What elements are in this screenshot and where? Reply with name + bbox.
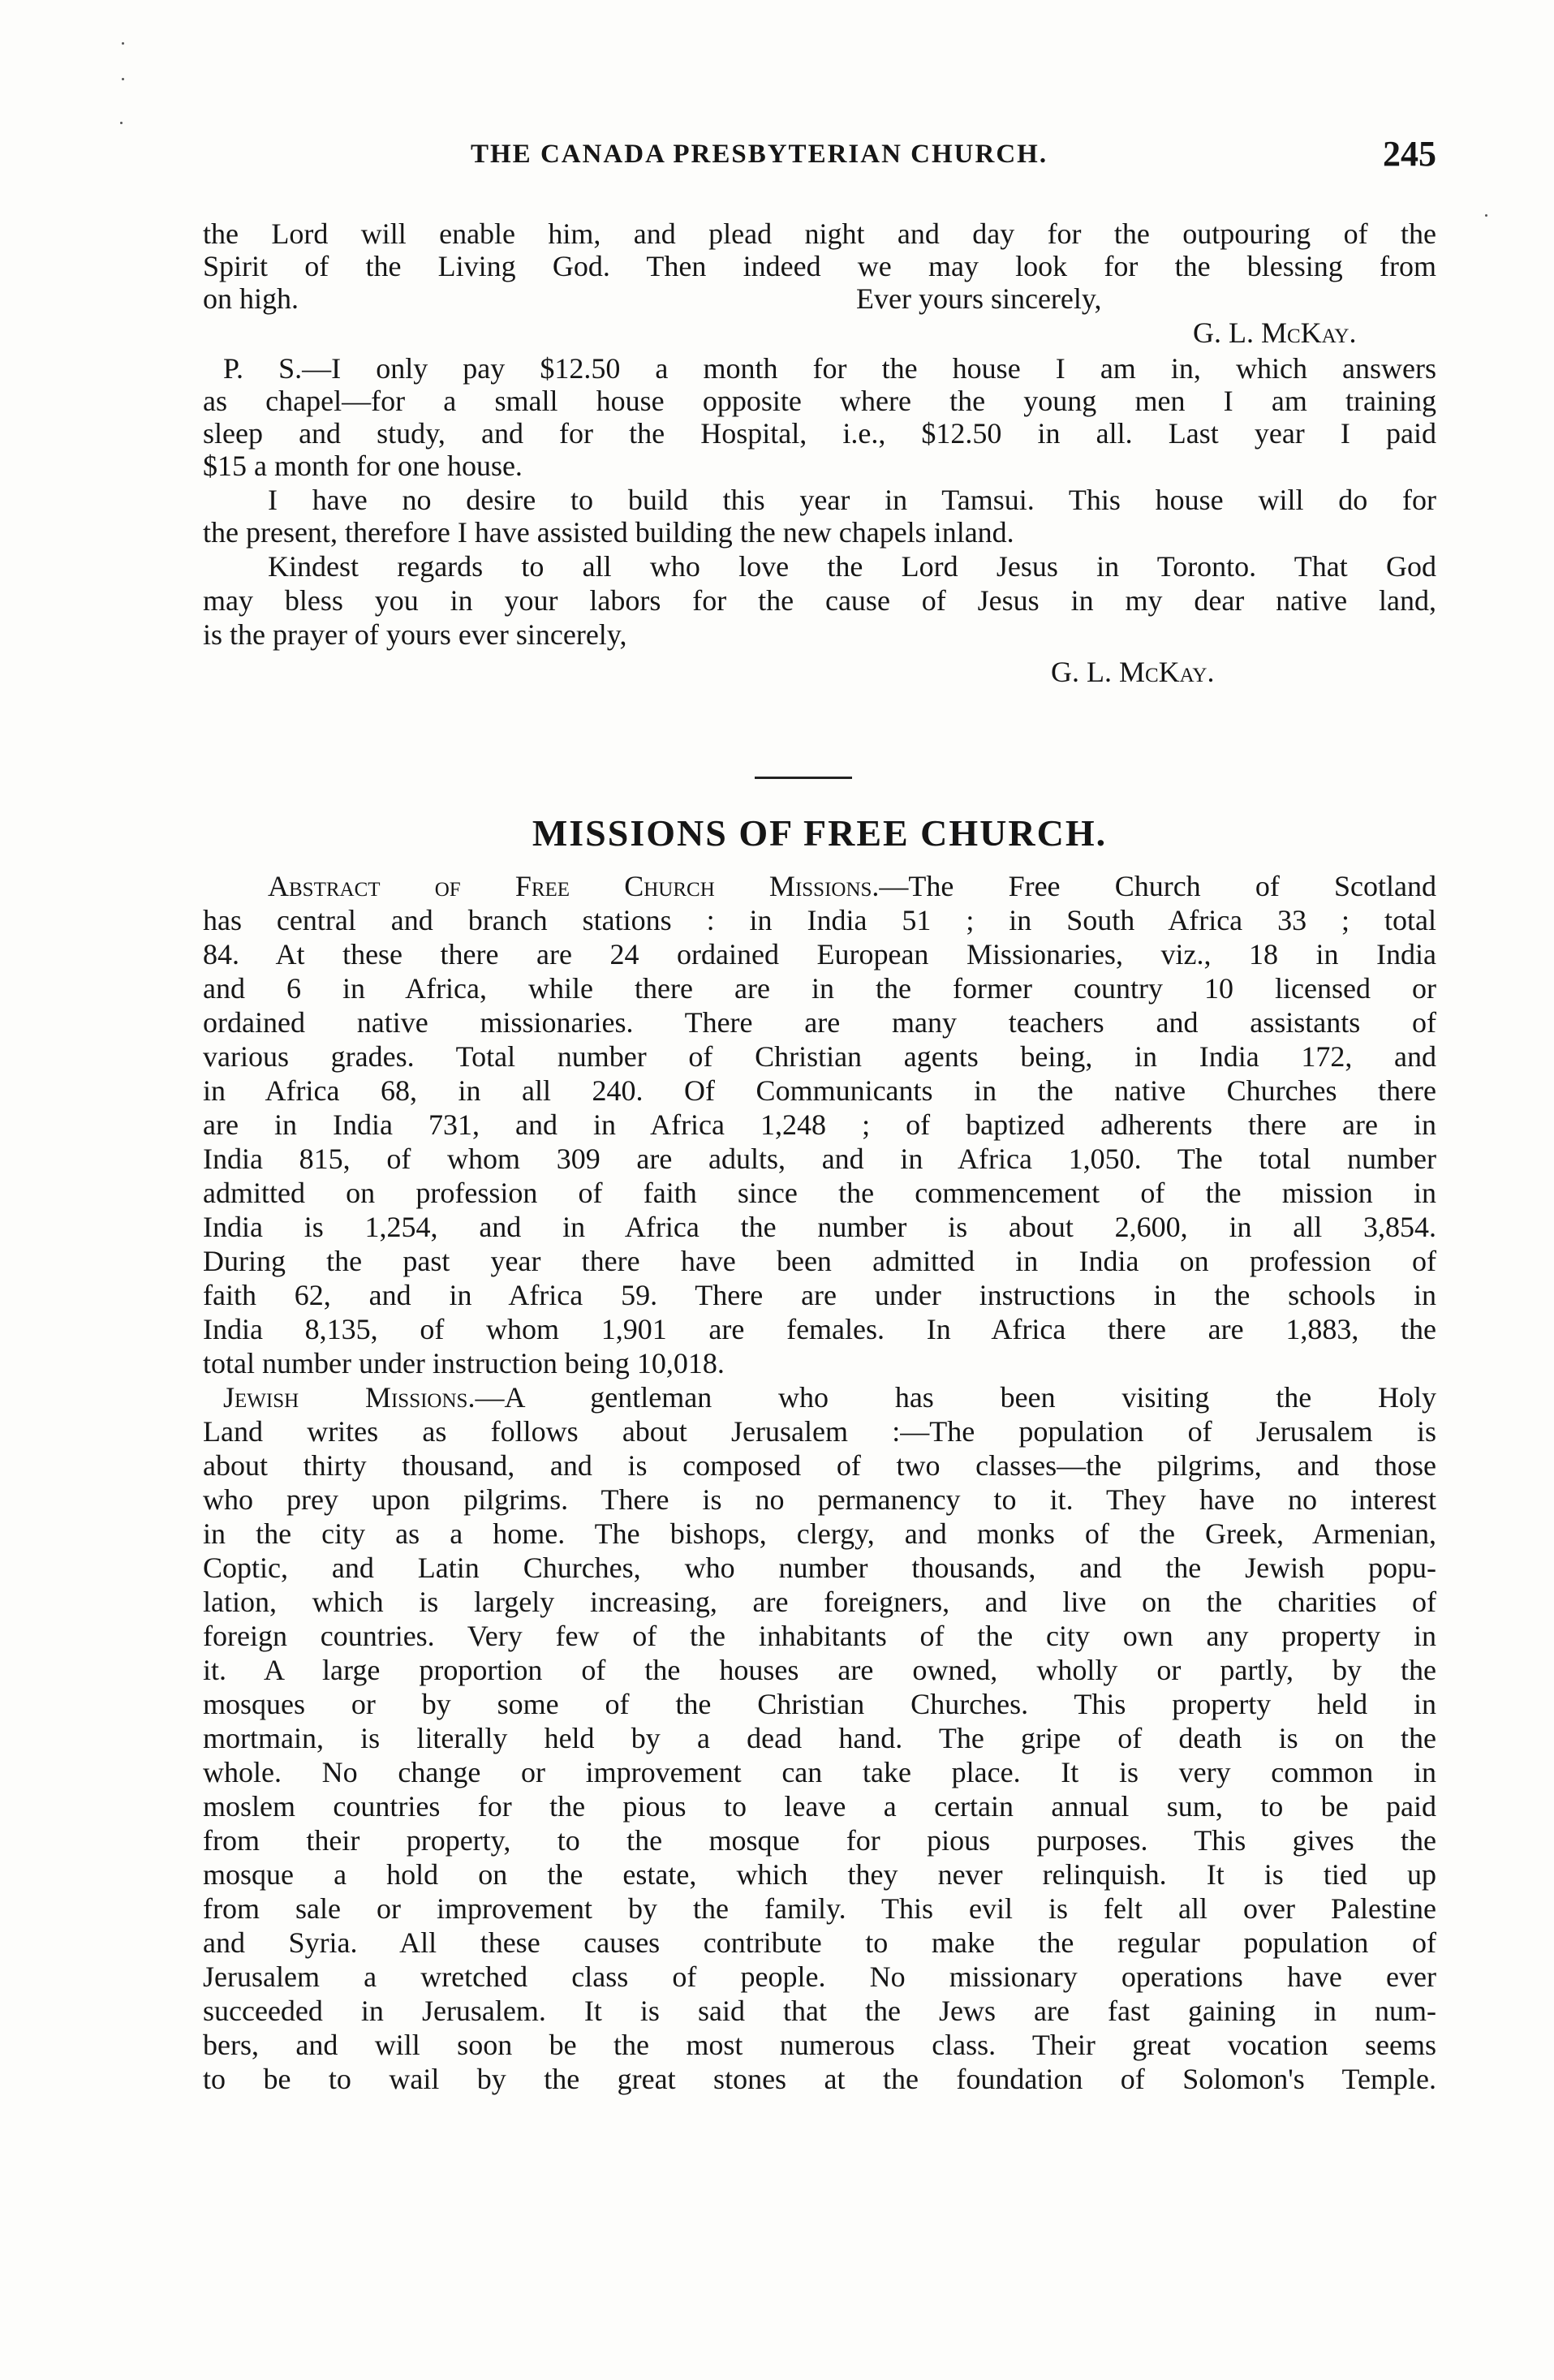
body-text: —The Free Church of Scotland: [879, 870, 1436, 902]
body-line: moslem countries for the pious to leave a certain annual sum, to be paid: [203, 1790, 1436, 1823]
body-line: various grades. Total number of Christian agents being, in India 172, and: [203, 1040, 1436, 1073]
body-line: mosque a hold on the estate, which they never relinquish. It is tied up: [203, 1858, 1436, 1891]
body-line: total number under instruction being 10,018.: [203, 1347, 725, 1379]
final-signature: G. L. McKay.: [1051, 656, 1215, 688]
letter-closing: Ever yours sincerely,: [856, 282, 1102, 315]
scan-speck: [122, 78, 124, 80]
body-line: India 8,135, of whom 1,901 are females. In Africa there are 1,883, the: [203, 1313, 1436, 1345]
body-line: in the city as a home. The bishops, clergy, and monks of the Greek, Armenian,: [203, 1517, 1436, 1550]
scan-speck: [120, 122, 123, 124]
scan-speck: [122, 42, 124, 45]
body-line: mosques or by some of the Christian Churches. This property held in: [203, 1688, 1436, 1720]
body-line: admitted on profession of faith since the commencement of the mission in: [203, 1177, 1436, 1209]
body-line: India 815, of whom 309 are adults, and in Africa 1,050. The total number: [203, 1143, 1436, 1175]
body-line: lation, which is largely increasing, are foreigners, and live on the charities of: [203, 1586, 1436, 1618]
lead-in-jewish: Jewish Missions.: [223, 1381, 476, 1414]
postscript-line: sleep and study, and for the Hospital, i.e., $12.50 in all. Last year I paid: [203, 417, 1436, 450]
scan-speck: [1485, 214, 1487, 217]
body-line: bers, and will soon be the most numerous class. Their great vocation seems: [203, 2029, 1436, 2061]
postscript-line: Kindest regards to all who love the Lord Jesus in Toronto. That God: [268, 550, 1436, 583]
section-divider: [755, 777, 852, 779]
body-line: has central and branch stations : in India 51 ; in South Africa 33 ; total: [203, 904, 1436, 936]
body-line: from sale or improvement by the family. This evil is felt all over Palestine: [203, 1892, 1436, 1925]
section-title: MISSIONS OF FREE CHURCH.: [532, 812, 1108, 854]
body-line: who prey upon pilgrims. There is no permanency to it. They have no interest: [203, 1483, 1436, 1516]
lead-in-abstract: Abstract of Free Church Missions.: [268, 870, 880, 902]
body-line: Jerusalem a wretched class of people. No missionary operations have ever: [203, 1960, 1436, 1993]
body-line: in Africa 68, in all 240. Of Communicants in the native Churches there: [203, 1074, 1436, 1107]
body-line: from their property, to the mosque for pious purposes. This gives the: [203, 1824, 1436, 1857]
body-line: it. A large proportion of the houses are owned, wholly or partly, by the: [203, 1654, 1436, 1686]
body-line: [223, 1381, 1436, 1414]
body-line: mortmain, is literally held by a dead hand. The gripe of death is on the: [203, 1722, 1436, 1754]
body-line: ordained native missionaries. There are many teachers and assistants of: [203, 1006, 1436, 1039]
body-line: Land writes as follows about Jerusalem :—The population of Jerusalem is: [203, 1415, 1436, 1448]
signature: G. L. McKay.: [1193, 316, 1357, 349]
body-line: [268, 870, 1436, 902]
page-number: 245: [1383, 134, 1436, 174]
letter-line: on high.: [203, 282, 299, 315]
body-line: and Syria. All these causes contribute to make the regular population of: [203, 1926, 1436, 1959]
postscript-line: is the prayer of yours ever sincerely,: [203, 618, 627, 651]
body-line: During the past year there have been admitted in India on profession of: [203, 1245, 1436, 1277]
postscript-line: P. S.—I only pay $12.50 a month for the house I am in, which answers: [223, 352, 1436, 385]
body-line: foreign countries. Very few of the inhabitants of the city own any property in: [203, 1620, 1436, 1652]
body-line: faith 62, and in Africa 59. There are under instructions in the schools in: [203, 1279, 1436, 1311]
postscript-line: may bless you in your labors for the cause of Jesus in my dear native land,: [203, 584, 1436, 617]
body-line: and 6 in Africa, while there are in the former country 10 licensed or: [203, 972, 1436, 1005]
running-title: THE CANADA PRESBYTERIAN CHURCH.: [471, 140, 1048, 169]
body-line: whole. No change or improvement can take place. It is very common in: [203, 1756, 1436, 1788]
body-line: to be to wail by the great stones at the foundation of Solomon's Temple.: [203, 2063, 1436, 2095]
body-line: India is 1,254, and in Africa the number is about 2,600, in all 3,854.: [203, 1211, 1436, 1243]
postscript-line: as chapel—for a small house opposite where the young men I am training: [203, 385, 1436, 417]
letter-line: Spirit of the Living God. Then indeed we may look for the blessing from: [203, 250, 1436, 282]
body-text: —A gentleman who has been visiting the Holy: [475, 1381, 1436, 1414]
postscript-line: $15 a month for one house.: [203, 450, 523, 482]
page-header: [203, 134, 1436, 180]
body-line: 84. At these there are 24 ordained European Missionaries, viz., 18 in India: [203, 938, 1436, 971]
body-line: are in India 731, and in Africa 1,248 ; of baptized adherents there are in: [203, 1108, 1436, 1141]
letter-line: the Lord will enable him, and plead night and day for the outpouring of the: [203, 217, 1436, 250]
body-line: about thirty thousand, and is composed of two classes—the pilgrims, and those: [203, 1449, 1436, 1482]
postscript-line: the present, therefore I have assisted building the new chapels inland.: [203, 516, 1014, 549]
body-line: succeeded in Jerusalem. It is said that the Jews are fast gaining in num-: [203, 1995, 1436, 2027]
postscript-line: I have no desire to build this year in Tamsui. This house will do for: [268, 484, 1436, 516]
body-line: Coptic, and Latin Churches, who number thousands, and the Jewish popu-: [203, 1552, 1436, 1584]
